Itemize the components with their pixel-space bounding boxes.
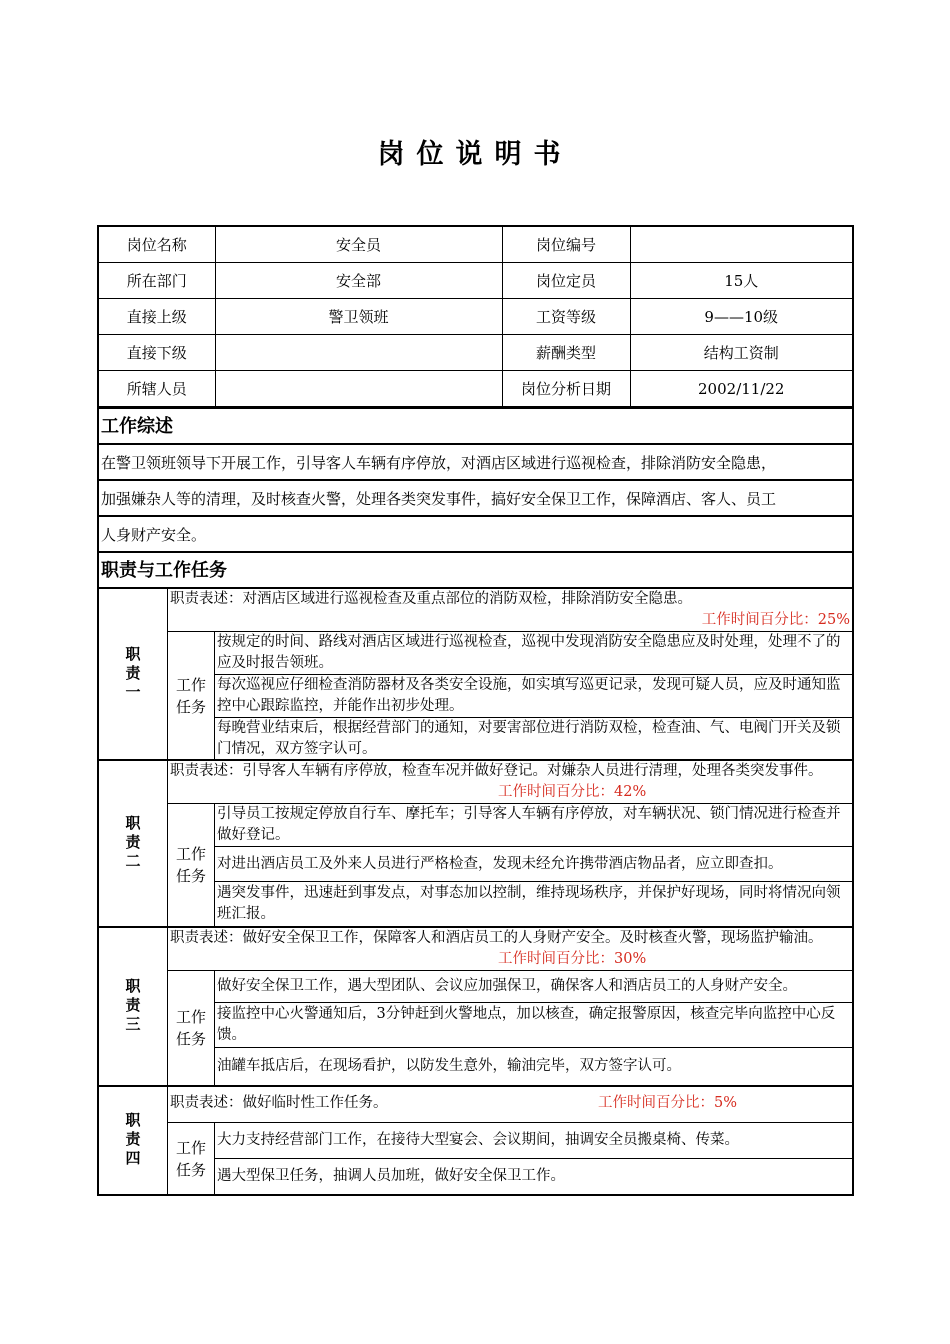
duty-label-cell xyxy=(99,928,168,1085)
info-row xyxy=(99,371,852,407)
task-item: 按规定的时间、路线对酒店区域进行巡视检查，巡视中发现消防安全隐患应及时处理，处理不了的应及时报告领班。 xyxy=(215,632,852,675)
duty-block xyxy=(99,587,852,759)
task-item: 每次巡视应仔细检查消防器材及各类安全设施，如实填写巡更记录，发现可疑人员，应及时通知监控中心跟踪监控，并能作出初步处理。 xyxy=(215,675,852,718)
tasks-label-cell xyxy=(168,971,215,1085)
task-group xyxy=(168,971,852,1085)
info-label: 岗位编号 xyxy=(502,227,630,263)
duty-statement: 职责表述：做好安全保卫工作，保障客人和酒店员工的人身财产安全。及时核查火警，现场监护输油。 xyxy=(170,930,823,946)
task-list xyxy=(215,1123,852,1194)
tasks-label: 工作任务 xyxy=(175,1138,206,1179)
info-value xyxy=(215,371,502,407)
task-item: 每晚营业结束后，根据经营部门的通知，对要害部位进行消防双检，检查油、气、电阀门开关及锁门情况，双方签字认可。 xyxy=(217,719,841,757)
info-label: 直接下级 xyxy=(99,335,215,371)
info-value: 结构工资制 xyxy=(630,335,852,371)
info-value xyxy=(215,335,502,371)
info-value: 2002/11/22 xyxy=(630,371,852,407)
task-item: 油罐车抵店后，在现场看护，以防发生意外，输油完毕，双方签字认可。 xyxy=(217,1058,681,1074)
time-percentage: 工作时间百分比：42% xyxy=(498,784,647,800)
task-item: 接监控中心火警通知后，3分钟赶到火警地点，加以核查，确定报警原因，核查完毕向监控中心反馈。 xyxy=(215,1003,852,1048)
time-percentage: 工作时间百分比：30% xyxy=(498,951,647,967)
duty-statement-cell xyxy=(168,1087,852,1123)
info-value: 9——10级 xyxy=(630,299,852,335)
duty-statement: 职责表述：对酒店区域进行巡视检查及重点部位的消防双检，排除消防安全隐患。 xyxy=(170,591,692,607)
duty-statement-cell xyxy=(168,928,852,971)
info-label: 薪酬类型 xyxy=(502,335,630,371)
info-label: 所辖人员 xyxy=(99,371,215,407)
task-item: 遇突发事件，迅速赶到事发点，对事态加以控制，维持现场秩序，并保护好现场，同时将情况向领班汇报。 xyxy=(217,885,841,922)
summary-line: 加强嫌杂人等的清理，及时核查火警，处理各类突发事件，搞好安全保卫工作，保障酒店、客人、员工 xyxy=(99,479,852,515)
duty-label-cell xyxy=(99,761,168,926)
task-item: 大力支持经营部门工作，在接待大型宴会、会议期间，抽调安全员搬桌椅、传菜。 xyxy=(215,1123,852,1159)
summary-line: 人身财产安全。 xyxy=(99,515,852,551)
info-label: 岗位定员 xyxy=(502,263,630,299)
info-value: 15人 xyxy=(630,263,852,299)
info-label: 所在部门 xyxy=(99,263,215,299)
tasks-label-cell xyxy=(168,804,215,926)
duty-label-cell xyxy=(99,1087,168,1194)
task-item: 做好安全保卫工作，遇大型团队、会议应加强保卫，确保客人和酒店员工的人身财产安全。 xyxy=(215,971,852,1003)
info-row xyxy=(99,227,852,263)
info-label: 岗位名称 xyxy=(99,227,215,263)
info-label: 工资等级 xyxy=(502,299,630,335)
info-label: 岗位分析日期 xyxy=(502,371,630,407)
duty-block xyxy=(99,759,852,926)
info-label: 直接上级 xyxy=(99,299,215,335)
duty-body xyxy=(168,928,852,1085)
tasks-label: 工作任务 xyxy=(175,675,206,716)
info-value xyxy=(630,227,852,263)
duty-body xyxy=(168,1087,852,1194)
info-row xyxy=(99,263,852,299)
time-percentage: 工作时间百分比：25% xyxy=(701,612,850,628)
task-group xyxy=(168,632,852,759)
position-info-table xyxy=(99,227,852,407)
duty-label: 职责四 xyxy=(123,1112,142,1169)
duty-statement-cell xyxy=(168,761,852,804)
task-item: 引导员工按规定停放自行车、摩托车；引导客人车辆有序停放，对车辆状况、锁门情况进行检查并做好登记。 xyxy=(215,804,852,847)
duty-label: 职责二 xyxy=(123,815,142,872)
task-group xyxy=(168,804,852,926)
duty-statement-cell xyxy=(168,589,852,632)
tasks-label: 工作任务 xyxy=(175,845,206,885)
duty-body xyxy=(168,589,852,759)
duty-body xyxy=(168,761,852,926)
time-percentage: 工作时间百分比：5% xyxy=(598,1095,738,1111)
tasks-label: 工作任务 xyxy=(175,1008,206,1048)
page-title: 岗位说明书 xyxy=(377,139,573,170)
info-row xyxy=(99,335,852,371)
duty-statement: 职责表述：做好临时性工作任务。 xyxy=(170,1095,388,1111)
duty-label-cell xyxy=(99,589,168,759)
duty-statement: 职责表述：引导客人车辆有序停放，检查车况并做好登记。对嫌杂人员进行清理，处理各类突发事件。 xyxy=(170,763,823,779)
task-list xyxy=(215,804,852,926)
info-value: 安全员 xyxy=(215,227,502,263)
duty-block xyxy=(99,1085,852,1194)
info-row xyxy=(99,299,852,335)
duty-label: 职责三 xyxy=(123,978,142,1035)
task-item: 遇大型保卫任务，抽调人员加班，做好安全保卫工作。 xyxy=(217,1168,565,1184)
summary-line: 在警卫领班领导下开展工作，引导客人车辆有序停放，对酒店区域进行巡视检查，排除消防安全隐患， xyxy=(99,443,852,479)
task-item: 对进出酒店员工及外来人员进行严格检查，发现未经允许携带酒店物品者，应立即查扣。 xyxy=(215,847,852,882)
tasks-label-cell xyxy=(168,632,215,759)
tasks-label-cell xyxy=(168,1123,215,1194)
task-group xyxy=(168,1123,852,1194)
summary-heading: 工作综述 xyxy=(99,407,852,443)
job-description-sheet xyxy=(97,225,854,1196)
info-value: 警卫领班 xyxy=(215,299,502,335)
task-list xyxy=(215,971,852,1085)
info-value: 安全部 xyxy=(215,263,502,299)
duty-label: 职责一 xyxy=(123,645,142,703)
task-list xyxy=(215,632,852,759)
duties-heading: 职责与工作任务 xyxy=(99,551,852,587)
duty-block xyxy=(99,926,852,1085)
